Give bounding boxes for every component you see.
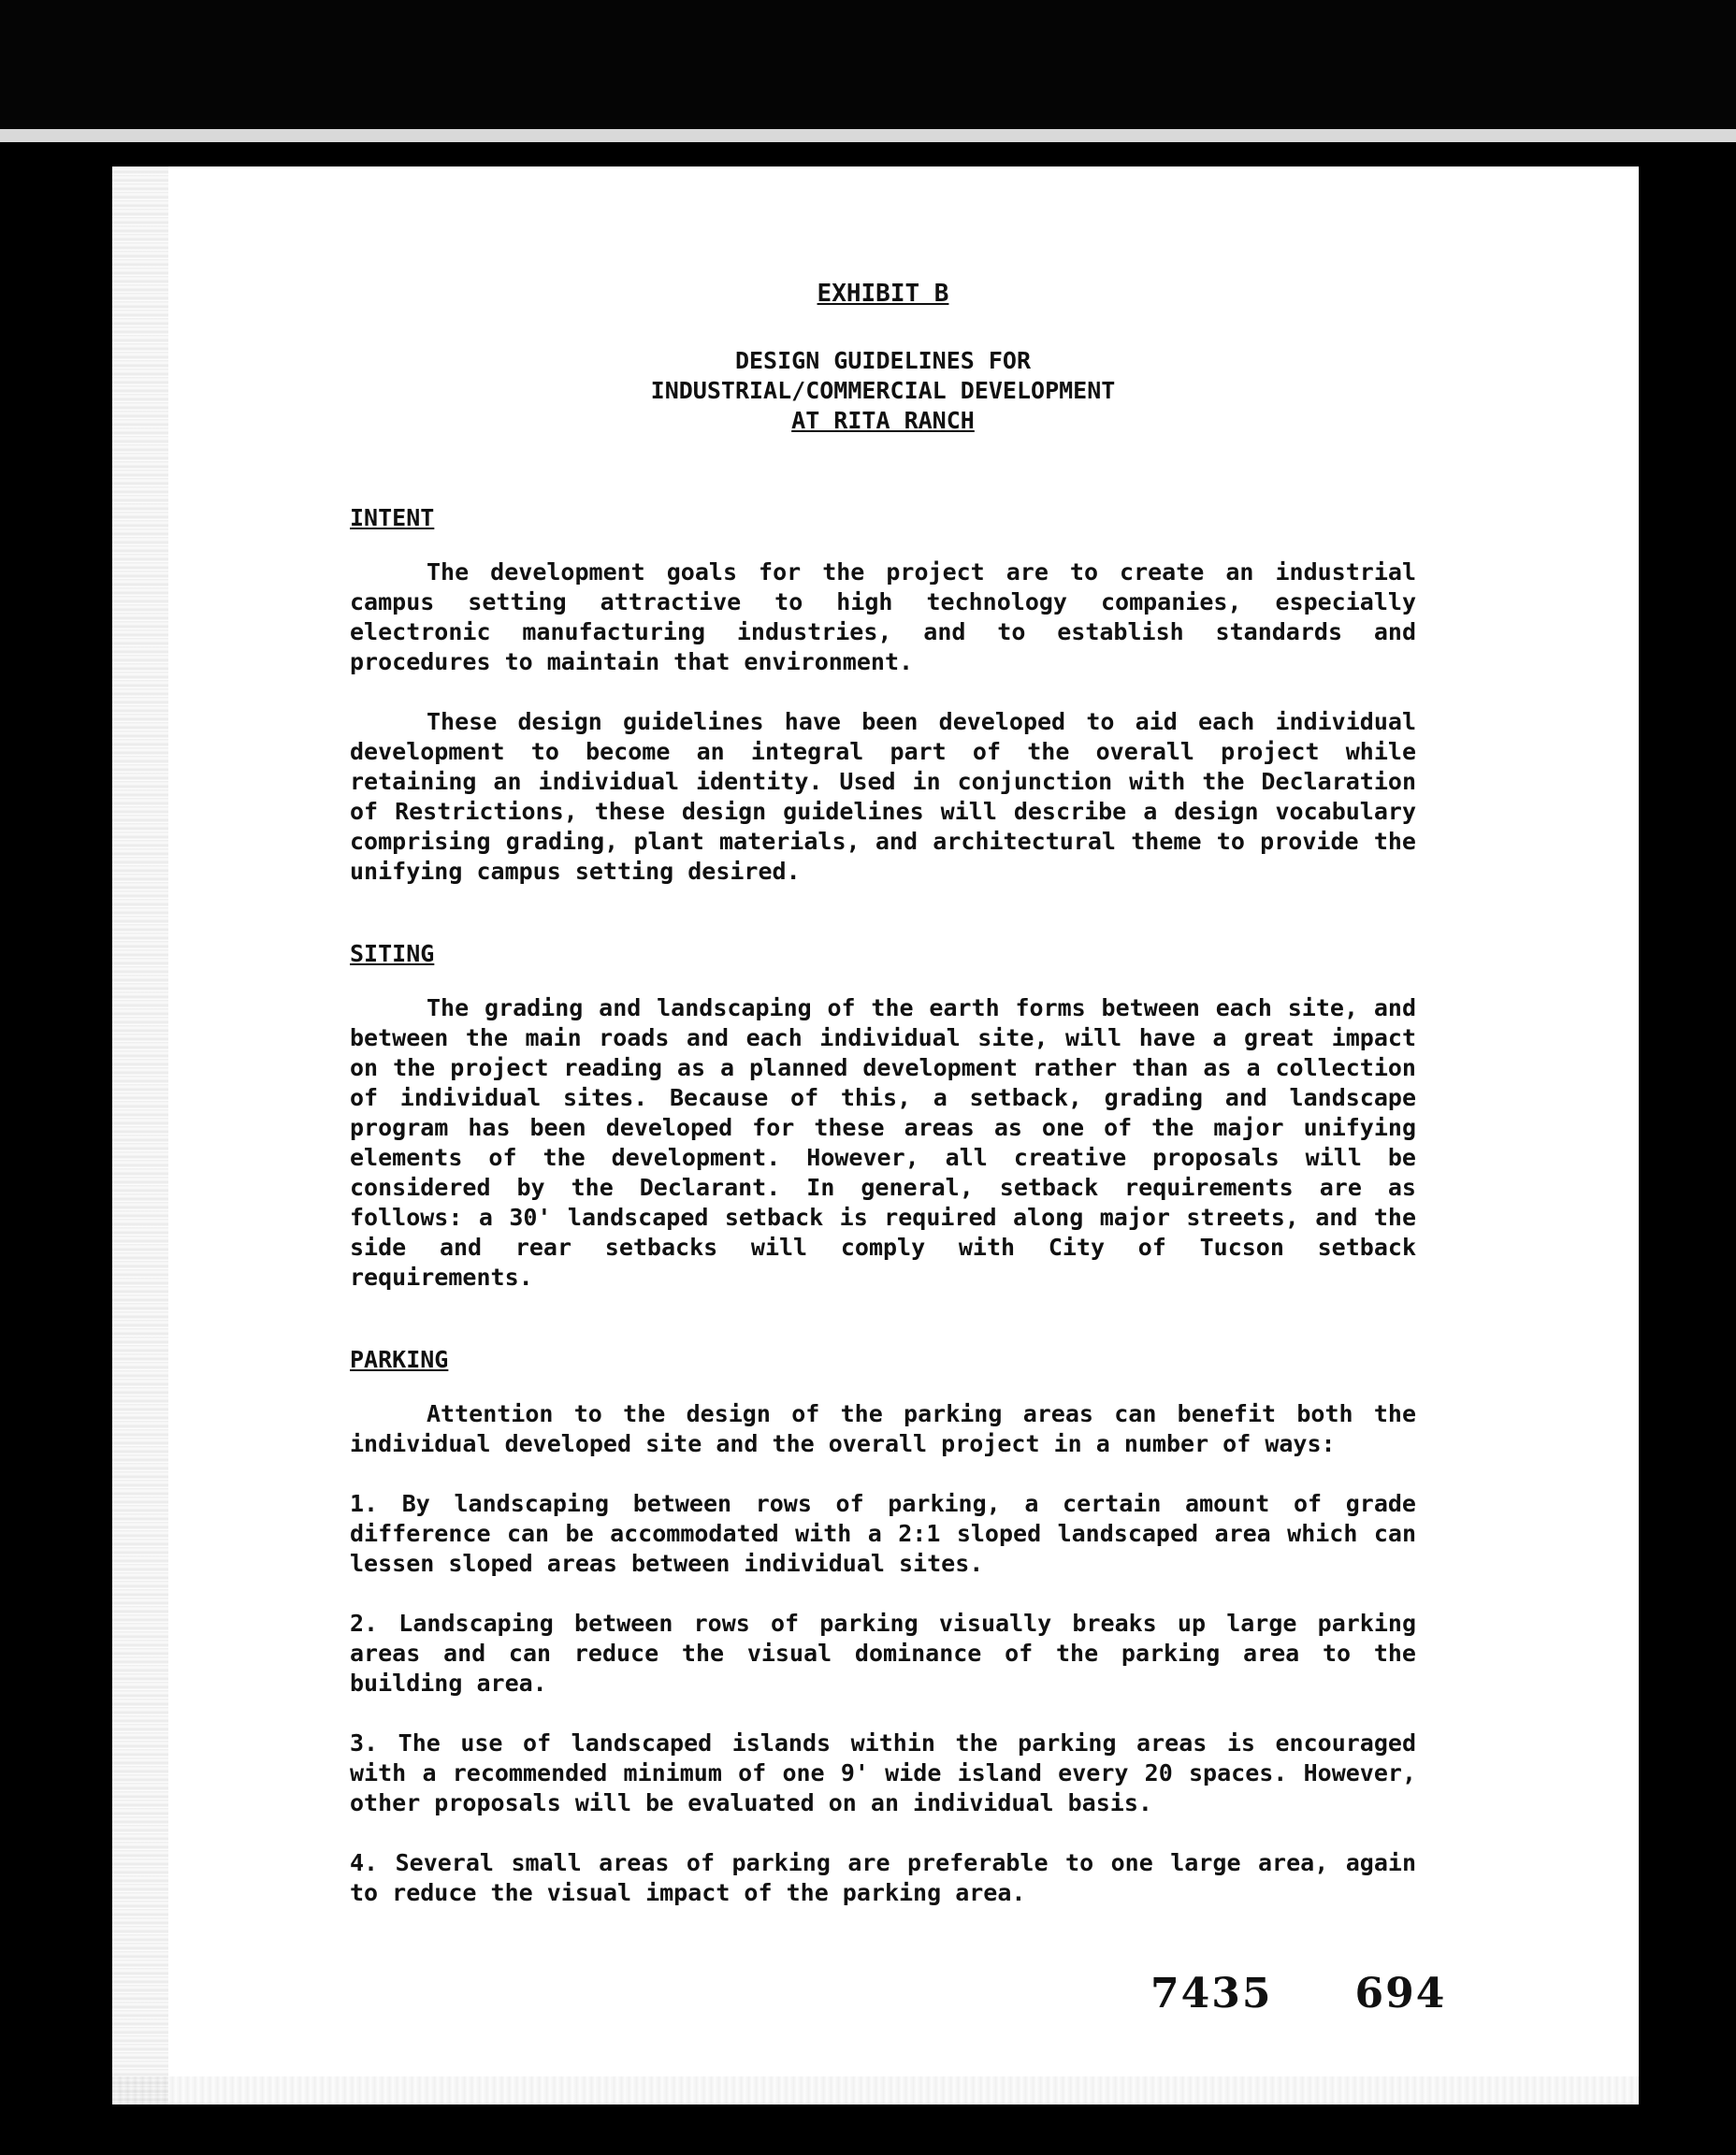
parking-item-4: 4. Several small areas of parking are preferable to one large area, again to reduce the visual impact of the parking area. xyxy=(350,1849,1416,1906)
page-number xyxy=(1150,1970,1446,2018)
parking-paragraph-1: Attention to the design of the parking areas can benefit both the individual developed site and the overall project in a number of ways: xyxy=(350,1400,1416,1457)
scan-left-noise xyxy=(112,166,168,2104)
section-heading-parking: PARKING xyxy=(350,1346,449,1373)
title-line-1: DESIGN GUIDELINES FOR xyxy=(734,347,1032,374)
scan-top-edge xyxy=(0,129,1736,142)
page-number-secondary: 694 xyxy=(1354,1970,1447,2018)
page-number-primary: 7435 xyxy=(1150,1970,1273,2018)
title-line-3: AT RITA RANCH xyxy=(791,407,975,434)
scan-top-band xyxy=(0,0,1736,140)
parking-item-3: 3. The use of landscaped islands within the parking areas is encouraged with a recommended minimum of one 9' wide island every 20 spaces. However, other proposals will be evaluated on an individual basis. xyxy=(350,1729,1416,1816)
title-line-2: INDUSTRIAL/COMMERCIAL DEVELOPMENT xyxy=(650,377,1116,404)
intent-paragraph-1: The development goals for the project are to create an industrial campus setting attractive to high technology companies, especially electronic manufacturing industries, and to establish standards and procedures to maintain that environment. xyxy=(350,558,1416,675)
parking-item-1: 1. By landscaping between rows of parking, a certain amount of grade difference can be accommodated with a 2:1 sloped landscaped area which can lessen sloped areas between individual sites. xyxy=(350,1490,1416,1577)
exhibit-label: EXHIBIT B xyxy=(817,280,949,308)
scan-bottom-noise xyxy=(112,2076,1639,2104)
document-content xyxy=(350,279,1416,1938)
intent-paragraph-2: These design guidelines have been developed to aid each individual development to become an integral part of the overall project while retaining an individual identity. Used in conjunction with the Declaration of Restrictions, these design guidelines will describe a design vocabulary comprising grading, plant materials, and architectural theme to provide the unifying campus setting desired. xyxy=(350,708,1416,885)
parking-item-2: 2. Landscaping between rows of parking visually breaks up large parking areas and can reduce the visual dominance of the parking area to the building area. xyxy=(350,1610,1416,1697)
document-page xyxy=(112,166,1639,2104)
section-heading-intent: INTENT xyxy=(350,504,435,531)
section-heading-siting: SITING xyxy=(350,940,435,967)
siting-paragraph-1: The grading and landscaping of the earth forms between each site, and between the main roads and each individual site, will have a great impact on the project reading as a planned development rather than as a collection of individual sites. Because of this, a setback, grading and landscape program has been developed for these areas as one of the major unifying elements of the development. However, all creative proposals will be considered by the Declarant. In general, setback requirements are as follows: a 30' landscaped setback is required along major streets, and the side and rear setbacks will comply with City of Tucson setback requirements. xyxy=(350,994,1416,1291)
